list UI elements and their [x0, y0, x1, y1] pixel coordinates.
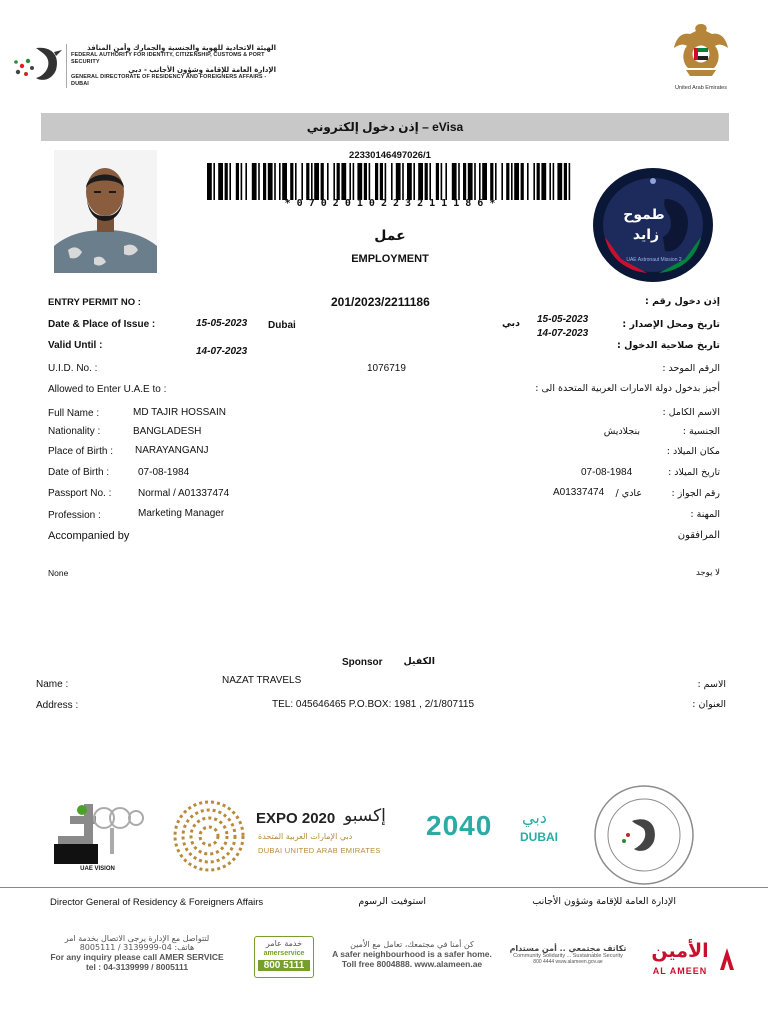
barcode-bar — [295, 163, 297, 200]
director-general-text: Director General of Residency & Foreigners Affairs — [50, 897, 264, 908]
barcode-bar — [527, 163, 529, 200]
directorate-name-ar: الإدارة العامة للإقامة وشؤون الأجانب - دبي — [128, 66, 276, 74]
authority-name-en: FEDERAL AUTHORITY FOR IDENTITY, CITIZENSHIP, CUSTOMS & PORT SECURITY — [71, 52, 265, 65]
expo-2020-logo — [168, 796, 396, 876]
barcode-bar — [385, 163, 387, 200]
accompanied-value: None — [48, 568, 69, 578]
barcode-bar — [553, 163, 555, 200]
nationality-label-ar: الجنسية : — [682, 426, 720, 437]
barcode-bar — [364, 163, 367, 200]
barcode-bar — [413, 163, 415, 200]
barcode-bar — [207, 163, 212, 200]
barcode-bar — [569, 163, 571, 200]
zayed-ambition-badge — [591, 167, 717, 285]
valid-until-date: 14-07-2023 — [196, 346, 248, 357]
barcode — [205, 163, 577, 200]
expo-subtitle-en: DUBAI UNITED ARAB EMIRATES — [258, 846, 381, 855]
barcode-bar — [241, 163, 243, 200]
barcode-bar — [333, 163, 335, 200]
al-ameen-en: AL AMEEN — [652, 966, 708, 976]
profession-category-ar: عمل — [374, 228, 406, 244]
place-of-birth-label-ar: مكان الميلاد : — [666, 446, 720, 457]
barcode-bar — [321, 163, 324, 200]
applicant-photo — [54, 150, 157, 273]
barcode-bar — [314, 163, 319, 200]
entry-permit-number: 201/2023/2211186 — [331, 295, 430, 309]
barcode-bar — [495, 163, 497, 200]
barcode-bar — [521, 163, 524, 200]
barcode-bar — [306, 163, 309, 200]
issue-date: 15-05-2023 — [196, 318, 248, 329]
date-of-birth-label-ar: تاريخ الميلاد : — [668, 467, 720, 478]
authority-name-ar: الهيئة الاتحادية للهوية والجنسية والجمارك وأمن المنافذ — [87, 44, 276, 52]
uae-vision-text: UAE VISION — [80, 866, 115, 872]
evisa-title-band — [41, 113, 729, 141]
nationality-value-ar: بنجلاديش — [603, 426, 640, 437]
issue-date-place-label: Date & Place of Issue : — [48, 319, 156, 330]
official-stamp — [592, 783, 696, 887]
al-ameen-mark-icon — [718, 946, 736, 972]
passport-label-ar: رقم الجواز : — [671, 488, 720, 499]
full-name-value: MD TAJIR HOSSAIN — [133, 407, 226, 418]
barcode-bar — [564, 163, 567, 200]
barcode-bar — [274, 163, 276, 200]
full-name-label: Full Name : — [48, 408, 100, 419]
barcode-bar — [337, 163, 340, 200]
barcode-bar — [407, 163, 412, 200]
barcode-bar — [349, 163, 351, 200]
entry-permit-label: ENTRY PERMIT NO : — [48, 297, 141, 308]
place-of-birth-value: NARAYANGANJ — [135, 445, 209, 456]
barcode-bar — [452, 163, 457, 200]
barcode-bar — [474, 163, 476, 200]
sponsor-name-label-ar: الاسم : — [697, 679, 726, 690]
barcode-bar — [218, 163, 223, 200]
profession-category-en: EMPLOYMENT — [351, 253, 429, 265]
expo-subtitle-ar: دبي الإمارات العربية المتحدة — [258, 832, 353, 841]
accompanied-by-label-ar: المرافقون — [677, 530, 720, 541]
barcode-bar — [482, 163, 487, 200]
community-ar: تكاتف مجتمعي .. أمن مستدام — [509, 944, 627, 953]
barcode-bar — [514, 163, 519, 200]
inquiry-en-2: tel : 04-3139999 / 8005111 — [85, 962, 189, 972]
date-of-birth-value: 07-08-1984 — [138, 467, 190, 478]
date-of-birth-label: Date of Birth : — [48, 467, 110, 478]
valid-until-label-ar: تاريخ صلاحية الدخول : — [617, 340, 720, 351]
nationality-label: Nationality : — [48, 426, 101, 437]
safer-en-1: A safer neighbourhood is a safer home. — [332, 949, 492, 959]
dubai-2040-ar: دبي — [522, 808, 547, 827]
sponsor-address-label-ar: العنوان : — [692, 699, 726, 710]
profession-label-ar: المهنة : — [690, 509, 720, 520]
sponsor-title: Sponsor — [342, 657, 383, 668]
issue-date-ar-side: 15-05-2023 — [537, 314, 589, 325]
badge-ring-text: UAE Astronaut Mission 2 — [626, 257, 682, 263]
uae-vision-logo — [50, 796, 145, 876]
barcode-bar — [541, 163, 546, 200]
barcode-bar — [282, 163, 287, 200]
inquiry-block — [40, 934, 234, 972]
barcode-bar — [441, 163, 443, 200]
barcode-bar — [506, 163, 509, 200]
allowed-to-enter-label: Allowed to Enter U.A.E to : — [48, 384, 167, 395]
fees-paid-text: استوفيت الرسوم — [358, 896, 426, 907]
barcode-bar — [268, 163, 273, 200]
barcode-bar — [245, 163, 247, 200]
barcode-bar — [463, 163, 466, 200]
dubai-2040-number: 2040 — [426, 810, 493, 841]
barcode-bar — [445, 163, 447, 200]
amer-top-text: خدمة عامر — [265, 939, 303, 948]
barcode-bar — [236, 163, 239, 200]
accompanied-by-label: Accompanied by — [48, 530, 130, 542]
accompanied-value-ar: لا يوجد — [695, 568, 720, 578]
passport-label: Passport No. : — [48, 488, 112, 499]
uid-label-ar: الرقم الموحد : — [662, 363, 720, 374]
uid-label: U.I.D. No. : — [48, 363, 98, 374]
badge-line-2: زايد — [632, 227, 660, 243]
barcode-bar — [357, 163, 362, 200]
issue-place: Dubai — [268, 320, 296, 331]
sponsor-name-label: Name : — [36, 679, 69, 690]
passport-value: Normal / A01337474 — [138, 488, 230, 499]
barcode-number-top: 22330146497026/1 — [349, 150, 431, 161]
allowed-to-enter-label-ar: أجيز بدخول دولة الامارات العربية المتحدة الى : — [535, 383, 720, 394]
barcode-bar — [537, 163, 540, 200]
profession-value: Marketing Manager — [138, 508, 225, 519]
sponsor-address-value: TEL: 045646465 P.O.BOX: 1981 , 2/1/807115 — [272, 699, 475, 710]
valid-until-date-ar-side: 14-07-2023 — [537, 328, 589, 339]
barcode-bar — [425, 163, 428, 200]
footer-divider — [0, 887, 768, 888]
inquiry-ar-2: هاتف: 04-3139999 / 8005111 — [79, 943, 195, 952]
passport-number-ar-side: A01337474 — [553, 487, 605, 498]
sponsor-name-value: NAZAT TRAVELS — [222, 675, 302, 686]
barcode-bar — [252, 163, 257, 200]
barcode-text: * 0 7 0 2 0 1 0 2 2 3 2 1 1 1 8 6 * — [284, 198, 496, 209]
barcode-bar — [396, 163, 401, 200]
full-name-label-ar: الاسم الكامل : — [662, 407, 720, 418]
amer-service-logo — [254, 936, 314, 978]
barcode-bar — [229, 163, 231, 200]
dubai-2040-en: DUBAI — [520, 830, 558, 844]
safer-ar: كن أمنا في مجتمعك، تعامل مع الأمين — [350, 940, 474, 949]
nationality-value: BANGLADESH — [133, 426, 202, 437]
barcode-bar — [557, 163, 562, 200]
issue-place-ar: دبي — [501, 318, 520, 329]
barcode-bar — [418, 163, 423, 200]
barcode-bar — [301, 163, 303, 200]
barcode-bar — [380, 163, 383, 200]
barcode-bar — [549, 163, 551, 200]
dubai-2040-logo — [426, 808, 568, 854]
barcode-bar — [391, 163, 393, 200]
barcode-bar — [501, 163, 503, 200]
community-solidarity-block — [506, 944, 630, 965]
entry-permit-label-ar: إذن دخول رقم : — [644, 296, 720, 307]
fah-logo — [8, 40, 66, 88]
place-of-birth-label: Place of Birth : — [48, 446, 114, 457]
barcode-bar — [311, 163, 313, 200]
authority-header — [66, 44, 276, 88]
directorate-name-en: GENERAL DIRECTORATE OF RESIDENCY AND FOREIGNERS AFFAIRS - DUBAI — [71, 74, 267, 87]
safer-en-2: Toll free 8004888. www.alameen.ae — [341, 959, 483, 969]
barcode-bar — [429, 163, 431, 200]
date-of-birth-value-ar-side: 07-08-1984 — [581, 467, 633, 478]
barcode-bar — [213, 163, 215, 200]
barcode-bar — [279, 163, 281, 200]
barcode-bar — [341, 163, 346, 200]
expo-title-en: EXPO 2020 — [256, 810, 336, 827]
inquiry-ar-1: لتتواصل مع الإدارة يرجى الاتصال بخدمة امر — [64, 934, 210, 943]
barcode-bar — [436, 163, 439, 200]
barcode-bar — [511, 163, 513, 200]
barcode-bar — [258, 163, 260, 200]
sponsor-address-label: Address : — [36, 700, 79, 711]
sponsor-title-ar: الكفيل — [403, 656, 435, 667]
community-en: Community Solidarity ... Sustainable Security — [513, 953, 623, 959]
barcode-bar — [375, 163, 378, 200]
barcode-bar — [533, 163, 535, 200]
barcode-bar — [225, 163, 228, 200]
expo-title-ar: إكسبو — [344, 806, 386, 826]
uae-emblem — [670, 18, 732, 90]
barcode-bar — [468, 163, 473, 200]
emblem-caption: United Arab Emirates — [675, 85, 727, 91]
amer-number: 800 5111 — [258, 960, 310, 971]
inquiry-en-1: For any inquiry please call AMER SERVICE — [50, 952, 224, 962]
barcode-bar — [402, 163, 404, 200]
barcode-bar — [490, 163, 493, 200]
barcode-bar — [263, 163, 266, 200]
barcode-bar — [327, 163, 329, 200]
barcode-bar — [458, 163, 460, 200]
passport-type-ar: عادي / — [615, 488, 642, 499]
directorate-name-footer-ar: الإدارة العامة للإقامة وشؤون الأجانب — [532, 896, 676, 907]
uid-value: 1076719 — [367, 363, 406, 374]
barcode-bar — [290, 163, 293, 200]
barcode-bar — [369, 163, 371, 200]
badge-line-1: طموح — [623, 207, 665, 223]
profession-label: Profession : — [48, 510, 101, 521]
al-ameen-logo — [640, 942, 740, 982]
safer-neighbourhood-block — [324, 940, 500, 969]
barcode-bar — [479, 163, 481, 200]
amer-en-text: amerservice — [263, 950, 305, 957]
issue-label-ar: تاريخ ومحل الإصدار : — [622, 319, 720, 330]
community-contact: 800 4444 www.alameen.gov.ae — [533, 959, 603, 965]
valid-until-label: Valid Until : — [48, 340, 103, 351]
barcode-bar — [353, 163, 355, 200]
evisa-title: إذن دخول إلكتروني – eVisa — [306, 120, 464, 134]
al-ameen-ar: الأمين — [651, 940, 709, 962]
